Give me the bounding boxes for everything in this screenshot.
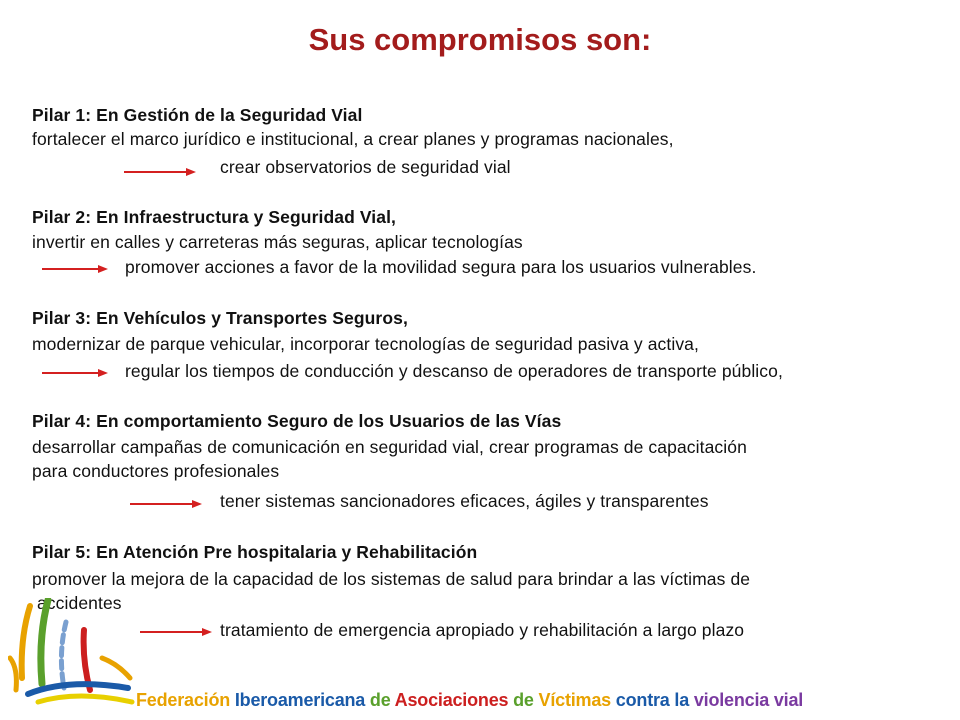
footer-part-8: violencia vial bbox=[693, 690, 804, 710]
pillar-1-arrow-icon bbox=[124, 165, 196, 179]
pillar-4-arrow-text: tener sistemas sancionadores eficaces, ágiles y transparentes bbox=[220, 491, 709, 511]
pillar-5-text-2: accidentes bbox=[32, 593, 122, 613]
footer-part-7: contra la bbox=[611, 690, 694, 710]
pillar-2-heading: Pilar 2: En Infraestructura y Seguridad Vial, bbox=[32, 207, 397, 227]
pillar-3-text: modernizar de parque vehicular, incorporar tecnologías de seguridad pasiva y activa, bbox=[32, 334, 699, 354]
pillar-3-heading: Pilar 3: En Vehículos y Transportes Seguros, bbox=[32, 308, 408, 328]
footer-part-2: Iberoamericana bbox=[234, 690, 366, 710]
pillar-4-arrow-icon bbox=[130, 497, 202, 511]
pillar-4-heading: Pilar 4: En comportamiento Seguro de los Usuarios de las Vías bbox=[32, 411, 562, 431]
organization-footer bbox=[136, 690, 803, 711]
pillar-5-text-1: promover la mejora de la capacidad de los sistemas de salud para brindar a las víctimas de bbox=[32, 569, 751, 589]
footer-part-3: de bbox=[365, 690, 395, 710]
pillar-1-arrow-text: crear observatorios de seguridad vial bbox=[220, 157, 511, 177]
pillar-5-heading: Pilar 5: En Atención Pre hospitalaria y Rehabilitación bbox=[32, 542, 478, 562]
pillar-3-arrow-icon bbox=[42, 366, 108, 380]
footer-part-4: Asociaciones bbox=[394, 690, 509, 710]
pillar-1-text: fortalecer el marco jurídico e institucional, a crear planes y programas nacionales, bbox=[32, 129, 674, 149]
footer-part-6: Víctimas bbox=[538, 690, 611, 710]
pillar-4-text-1: desarrollar campañas de comunicación en seguridad vial, crear programas de capacitación bbox=[32, 437, 747, 457]
footer-part-1: Federación bbox=[136, 690, 235, 710]
page-title: Sus compromisos son: bbox=[308, 22, 652, 57]
pillar-2-text: invertir en calles y carreteras más seguras, aplicar tecnologías bbox=[32, 232, 523, 252]
pillar-4-text-2: para conductores profesionales bbox=[32, 461, 280, 481]
pillar-2-arrow-icon bbox=[42, 262, 108, 276]
pillar-1-heading: Pilar 1: En Gestión de la Seguridad Vial bbox=[32, 105, 363, 125]
footer-part-5: de bbox=[508, 690, 539, 710]
road-logo-icon bbox=[8, 598, 138, 714]
pillar-3-arrow-text: regular los tiempos de conducción y descanso de operadores de transporte público, bbox=[125, 361, 783, 381]
pillar-5-arrow-text: tratamiento de emergencia apropiado y rehabilitación a largo plazo bbox=[220, 620, 745, 640]
pillar-2-arrow-text: promover acciones a favor de la movilidad segura para los usuarios vulnerables. bbox=[125, 257, 757, 277]
pillar-5-arrow-icon bbox=[140, 625, 212, 639]
